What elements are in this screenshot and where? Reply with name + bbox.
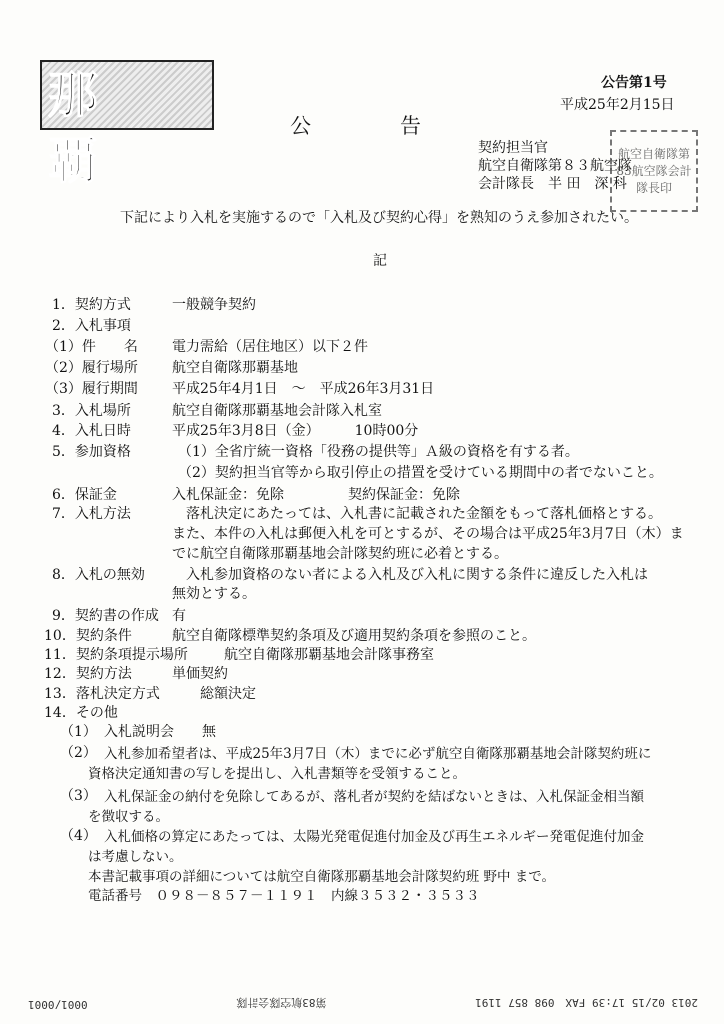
item-3-value: 航空自衛隊那覇基地会計隊入札室 <box>172 403 382 419</box>
item-2-1-value: 電力需給（居住地区）以下２件 <box>172 339 368 355</box>
item-2-2-value: 航空自衛隊那覇基地 <box>172 360 298 376</box>
item-14-label: 14．その他 <box>44 705 118 721</box>
other-2-line-1: 入札参加希望者は、平成25年3月7日（木）までに必ず航空自衛隊那覇基地会計隊契約班に <box>104 746 652 762</box>
contact-details: 本書記載事項の詳細については航空自衛隊那覇基地会計隊契約班 野中 まで。 <box>88 869 556 885</box>
seal-text: 航空自衛隊第83航空隊会計隊長印 <box>616 146 692 195</box>
fax-page-count: 0001/0001 <box>28 998 88 1011</box>
item-8-line-2: 無効とする。 <box>172 586 256 602</box>
officer-name: 会計隊長 半 田 深 科 <box>478 176 627 192</box>
item-13-value: 総額決定 <box>200 686 256 702</box>
item-2-1-label: （1）件 名 <box>45 339 138 355</box>
item-6-label: 6．保証金 <box>52 487 117 503</box>
other-2-label: （2） <box>60 745 97 761</box>
item-10-value: 航空自衛隊標準契約条項及び適用契約条項を参照のこと。 <box>172 628 536 644</box>
notice-date: 平成25年2月15日 <box>560 97 675 113</box>
fax-footer <box>28 995 698 1011</box>
item-12-value: 単価契約 <box>172 666 228 682</box>
item-4-value: 平成25年3月8日（金） 10時00分 <box>172 423 419 439</box>
item-12-label: 12．契約方法 <box>44 666 132 682</box>
other-4-line-1: 入札価格の算定にあたっては、太陽光発電促進付加金及び再生エネルギー発電促進付加金 <box>104 829 644 845</box>
item-1-value: 一般競争契約 <box>172 297 256 313</box>
naha-stamp-text: 那覇 <box>48 66 136 190</box>
item-10-label: 10．契約条件 <box>44 628 132 644</box>
fax-header-text: 2013 02/15 17:39 FAX 098 857 1191 <box>475 996 698 1009</box>
item-6-bid-deposit: 入札保証金：免除 <box>172 487 284 503</box>
item-1-label: 1．契約方式 <box>52 297 131 313</box>
item-7-label: 7．入札方法 <box>52 506 131 522</box>
item-7-line-1: 落札決定にあたっては、入札書に記載された金額をもって落札価格とする。 <box>186 506 662 522</box>
ki-heading: 記 <box>373 253 387 269</box>
intro-text: 下記により入札を実施するので「入札及び契約心得」を熟知のうえ参加されたい。 <box>120 210 638 226</box>
item-5-label: 5．参加資格 <box>52 444 131 460</box>
page-title: 公 告 <box>290 114 455 138</box>
item-13-label: 13．落札決定方式 <box>44 686 160 702</box>
item-2-2-label: （2）履行場所 <box>45 360 138 376</box>
other-1-text: 入札説明会 無 <box>104 724 216 740</box>
official-seal <box>610 130 698 212</box>
item-7-line-2: また、本件の入札は郵便入札を可とするが、その場合は平成25年3月7日（木）ま <box>172 526 684 542</box>
item-2-label: 2．入札事項 <box>52 318 131 334</box>
item-8-label: 8．入札の無効 <box>52 567 145 583</box>
notice-number: 公告第1号 <box>601 75 667 91</box>
item-11-label: 11．契約条項提示場所 <box>44 647 188 663</box>
other-1-label: （1） <box>60 724 97 740</box>
other-3-label: （3） <box>60 788 97 804</box>
item-4-label: 4．入札日時 <box>52 423 131 439</box>
item-9-value: 有 <box>172 608 186 624</box>
other-4-line-2: は考慮しない。 <box>88 849 183 865</box>
item-2-3-value: 平成25年4月1日 ～ 平成26年3月31日 <box>172 381 435 397</box>
officer-unit: 航空自衛隊第８３航空隊 <box>478 158 632 174</box>
item-3-label: 3．入札場所 <box>52 403 131 419</box>
item-2-3-label: （3）履行期間 <box>45 381 138 397</box>
officer-title: 契約担当官 <box>478 140 548 156</box>
other-3-line-2: を徴収する。 <box>88 809 169 825</box>
item-7-line-3: でに航空自衛隊那覇基地会計隊契約班に必着とする。 <box>172 546 508 562</box>
item-11-value: 航空自衛隊那覇基地会計隊事務室 <box>224 647 434 663</box>
item-6-contract-deposit: 契約保証金：免除 <box>348 487 460 503</box>
item-8-line-1: 入札参加資格のない者による入札及び入札に関する条件に違反した入札は <box>186 567 648 583</box>
other-3-line-1: 入札保証金の納付を免除してあるが、落札者が契約を結ばないときは、入札保証金相当額 <box>104 789 644 805</box>
contact-phone: 電話番号 ０９８－８５７－１１９１ 内線３５３２・３５３３ <box>88 888 480 904</box>
item-5-line-2: （2）契約担当官等から取引停止の措置を受けている期間中の者でないこと。 <box>178 465 663 481</box>
item-9-label: 9．契約書の作成 <box>52 608 159 624</box>
naha-stamp <box>40 60 214 190</box>
item-5-line-1: （1）全省庁統一資格「役務の提供等」Ａ級の資格を有する者。 <box>178 444 579 460</box>
other-4-label: （4） <box>60 828 97 844</box>
other-2-line-2: 資格決定通知書の写しを提出し、入札書類等を受領すること。 <box>88 766 466 782</box>
fax-sender: 第83航空隊会計隊 <box>236 996 327 1009</box>
